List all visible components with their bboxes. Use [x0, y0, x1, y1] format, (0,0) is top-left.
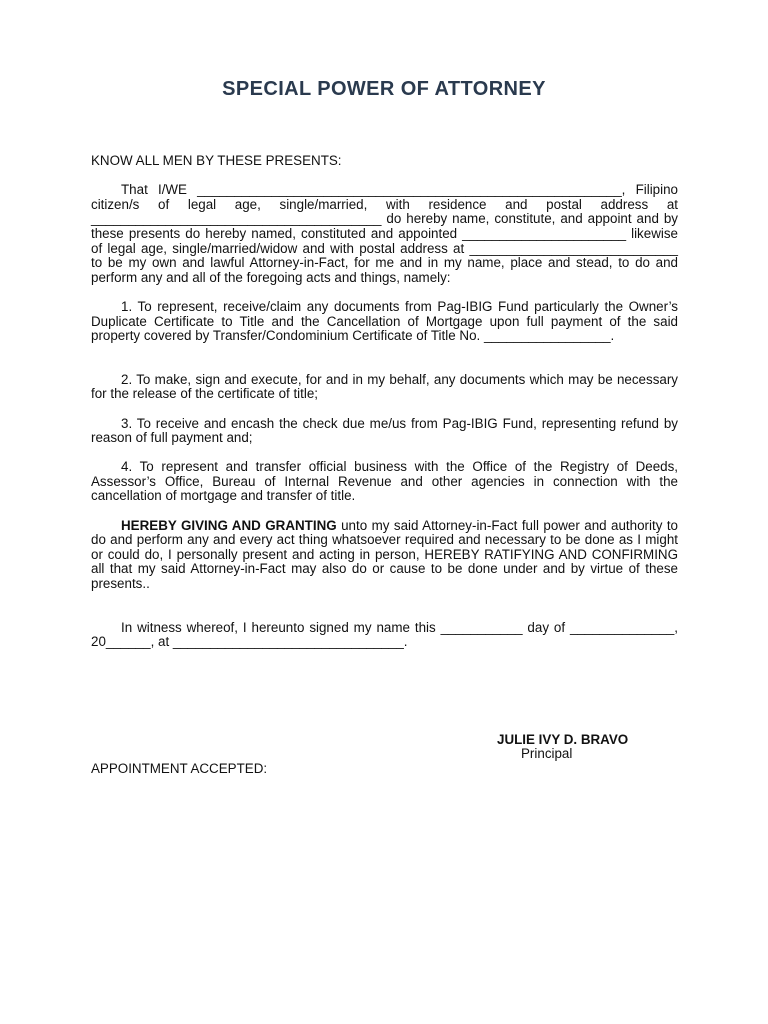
appointment-accepted-label: APPOINTMENT ACCEPTED: — [91, 761, 268, 776]
item-1: 1. To represent, receive/claim any documents from Pag-IBIG Fund particularly the Owner’s Duplicate Certificate to Title and the Cancellation of Mortgage upon full payment of the said property covered by Transfer/Condominium Certificate of Title No. _________________. — [91, 298, 678, 344]
preamble: KNOW ALL MEN BY THESE PRESENTS: — [91, 153, 342, 168]
granting-bold-phrase: HEREBY GIVING AND GRANTING — [121, 517, 337, 533]
signatory-name: JULIE IVY D. BRAVO — [497, 732, 629, 747]
witness-paragraph: In witness whereof, I hereunto signed my name this ___________ day of ______________, 20______, at _______________________________. — [91, 619, 678, 650]
item-4: 4. To represent and transfer official business with the Office of the Registry of Deeds, Assessor’s Office, Bureau of Internal Revenue and other agencies in connection with the cancellation of mortgage and transfer of title. — [91, 459, 678, 504]
granting-text: unto my said Attorney-in-Fact full power and authority to do and perform any and every act thing whatsoever required and necessary to be done as I might or could do, I personally present and acting in person, HEREBY RATIFYING AND CONFIRMING all that my said Attorney-in-Fact may also do or cause to be done under and by virtue of these presents.. — [91, 517, 678, 592]
signatory-role: Principal — [521, 746, 573, 761]
document-body — [91, 154, 678, 650]
granting-paragraph — [91, 519, 678, 592]
intro-paragraph: That I/WE _________________________________________________________, Filipino citizen/s of legal age, single/married, with residence and postal address at _______________________________________ do hereby name, constitute, and appoint and by these presents do hereby named, constituted and appointed ______________________ likewise of legal age, single/married/widow and with postal address at ____________________________ to be my own and lawful Attorney-in-Fact, for me and in my name, place and stead, to do and perform any and all of the foregoing acts and things, namely: — [91, 182, 678, 285]
document-title: SPECIAL POWER OF ATTORNEY — [222, 78, 546, 100]
item-3: 3. To receive and encash the check due me/us from Pag-IBIG Fund, representing refund by reason of full payment and; — [91, 415, 678, 446]
item-2: 2. To make, sign and execute, for and in my behalf, any documents which may be necessary for the release of the certificate of title; — [91, 371, 678, 402]
